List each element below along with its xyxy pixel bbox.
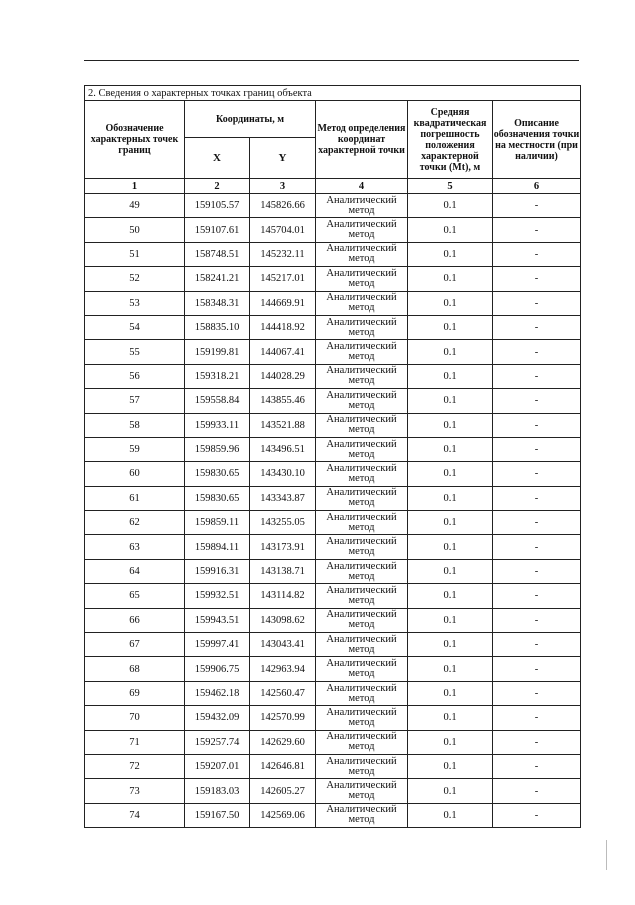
x-coordinate-cell: 159859.96 [185,437,250,461]
description-cell: - [493,242,581,266]
description-cell: - [493,681,581,705]
point-number-cell: 65 [85,584,185,608]
point-number-cell: 63 [85,535,185,559]
method-cell: Аналитический метод [316,706,408,730]
x-coordinate-cell: 159432.09 [185,706,250,730]
description-cell: - [493,730,581,754]
method-cell: Аналитический метод [316,584,408,608]
y-coordinate-cell: 145232.11 [250,242,316,266]
method-cell: Аналитический метод [316,462,408,486]
x-coordinate-cell: 159318.21 [185,364,250,388]
description-cell: - [493,803,581,827]
table-row [85,267,581,291]
description-cell: - [493,754,581,778]
x-coordinate-cell: 158835.10 [185,315,250,339]
method-cell: Аналитический метод [316,730,408,754]
point-number-cell: 64 [85,559,185,583]
method-cell: Аналитический метод [316,437,408,461]
description-cell: - [493,462,581,486]
column-number: 6 [493,179,581,194]
y-coordinate-cell: 144418.92 [250,315,316,339]
description-cell: - [493,486,581,510]
page-top-rule [84,60,579,61]
method-cell: Аналитический метод [316,242,408,266]
x-coordinate-cell: 159830.65 [185,486,250,510]
point-number-cell: 49 [85,194,185,218]
rms-error-cell: 0.1 [408,681,493,705]
section-title: 2. Сведения о характерных точках границ объекта [85,86,581,101]
point-number-cell: 70 [85,706,185,730]
table-row [85,315,581,339]
method-cell: Аналитический метод [316,657,408,681]
y-coordinate-cell: 142605.27 [250,779,316,803]
x-coordinate-cell: 159167.50 [185,803,250,827]
x-coordinate-cell: 159105.57 [185,194,250,218]
header-description: Описание обозначения точки на местности (при наличии) [493,101,581,179]
point-number-cell: 60 [85,462,185,486]
y-coordinate-cell: 143138.71 [250,559,316,583]
method-cell: Аналитический метод [316,218,408,242]
description-cell: - [493,657,581,681]
rms-error-cell: 0.1 [408,194,493,218]
y-coordinate-cell: 143430.10 [250,462,316,486]
x-coordinate-cell: 159916.31 [185,559,250,583]
header-point-designation: Обозначение характерных точек границ [85,101,185,179]
table-row [85,803,581,827]
rms-error-cell: 0.1 [408,559,493,583]
point-number-cell: 59 [85,437,185,461]
point-number-cell: 62 [85,511,185,535]
table-row [85,194,581,218]
point-number-cell: 51 [85,242,185,266]
y-coordinate-cell: 143255.05 [250,511,316,535]
method-cell: Аналитический метод [316,267,408,291]
scan-margin-mark [606,840,607,870]
x-coordinate-cell: 159183.03 [185,779,250,803]
x-coordinate-cell: 159199.81 [185,340,250,364]
description-cell: - [493,779,581,803]
rms-error-cell: 0.1 [408,267,493,291]
rms-error-cell: 0.1 [408,608,493,632]
table-row [85,364,581,388]
description-cell: - [493,608,581,632]
description-cell: - [493,633,581,657]
y-coordinate-cell: 145826.66 [250,194,316,218]
column-number: 5 [408,179,493,194]
method-cell: Аналитический метод [316,315,408,339]
header-y: Y [250,138,316,179]
point-number-cell: 58 [85,413,185,437]
method-cell: Аналитический метод [316,779,408,803]
rms-error-cell: 0.1 [408,413,493,437]
y-coordinate-cell: 142963.94 [250,657,316,681]
table-row [85,779,581,803]
column-number: 4 [316,179,408,194]
y-coordinate-cell: 143043.41 [250,633,316,657]
method-cell: Аналитический метод [316,340,408,364]
boundary-points-sheet [84,85,580,828]
rms-error-cell: 0.1 [408,242,493,266]
rms-error-cell: 0.1 [408,803,493,827]
method-cell: Аналитический метод [316,364,408,388]
column-number: 1 [85,179,185,194]
method-cell: Аналитический метод [316,681,408,705]
point-number-cell: 69 [85,681,185,705]
table-row [85,657,581,681]
point-number-cell: 71 [85,730,185,754]
table-row [85,633,581,657]
rms-error-cell: 0.1 [408,218,493,242]
x-coordinate-cell: 159906.75 [185,657,250,681]
column-number-row [85,179,581,194]
point-number-cell: 57 [85,389,185,413]
rms-error-cell: 0.1 [408,486,493,510]
point-number-cell: 72 [85,754,185,778]
method-cell: Аналитический метод [316,389,408,413]
point-number-cell: 61 [85,486,185,510]
column-number: 2 [185,179,250,194]
table-row [85,242,581,266]
point-number-cell: 53 [85,291,185,315]
y-coordinate-cell: 142560.47 [250,681,316,705]
rms-error-cell: 0.1 [408,657,493,681]
x-coordinate-cell: 158348.31 [185,291,250,315]
point-number-cell: 66 [85,608,185,632]
y-coordinate-cell: 143343.87 [250,486,316,510]
method-cell: Аналитический метод [316,608,408,632]
x-coordinate-cell: 159207.01 [185,754,250,778]
point-number-cell: 68 [85,657,185,681]
description-cell: - [493,340,581,364]
y-coordinate-cell: 143098.62 [250,608,316,632]
y-coordinate-cell: 145704.01 [250,218,316,242]
point-number-cell: 54 [85,315,185,339]
rms-error-cell: 0.1 [408,315,493,339]
y-coordinate-cell: 144067.41 [250,340,316,364]
section-caption-row [85,86,581,101]
description-cell: - [493,267,581,291]
y-coordinate-cell: 142570.99 [250,706,316,730]
description-cell: - [493,706,581,730]
rms-error-cell: 0.1 [408,754,493,778]
rms-error-cell: 0.1 [408,633,493,657]
description-cell: - [493,584,581,608]
table-row [85,608,581,632]
table-row [85,389,581,413]
description-cell: - [493,559,581,583]
description-cell: - [493,194,581,218]
x-coordinate-cell: 159558.84 [185,389,250,413]
header-coordinates: Координаты, м [185,101,316,138]
rms-error-cell: 0.1 [408,584,493,608]
method-cell: Аналитический метод [316,413,408,437]
method-cell: Аналитический метод [316,291,408,315]
table-row [85,706,581,730]
method-cell: Аналитический метод [316,194,408,218]
x-coordinate-cell: 159257.74 [185,730,250,754]
header-rms-error: Средняя квадратическая погрешность положения характерной точки (Мt), м [408,101,493,179]
table-row [85,535,581,559]
rms-error-cell: 0.1 [408,706,493,730]
table-row [85,559,581,583]
point-number-cell: 52 [85,267,185,291]
method-cell: Аналитический метод [316,511,408,535]
rms-error-cell: 0.1 [408,291,493,315]
x-coordinate-cell: 159943.51 [185,608,250,632]
method-cell: Аналитический метод [316,486,408,510]
description-cell: - [493,413,581,437]
y-coordinate-cell: 142646.81 [250,754,316,778]
y-coordinate-cell: 142629.60 [250,730,316,754]
method-cell: Аналитический метод [316,633,408,657]
rms-error-cell: 0.1 [408,462,493,486]
rms-error-cell: 0.1 [408,340,493,364]
rms-error-cell: 0.1 [408,364,493,388]
rms-error-cell: 0.1 [408,779,493,803]
point-number-cell: 56 [85,364,185,388]
y-coordinate-cell: 143855.46 [250,389,316,413]
x-coordinate-cell: 159462.18 [185,681,250,705]
y-coordinate-cell: 143114.82 [250,584,316,608]
y-coordinate-cell: 143173.91 [250,535,316,559]
description-cell: - [493,291,581,315]
table-row [85,413,581,437]
x-coordinate-cell: 159830.65 [185,462,250,486]
description-cell: - [493,535,581,559]
x-coordinate-cell: 158241.21 [185,267,250,291]
table-row [85,486,581,510]
description-cell: - [493,315,581,339]
x-coordinate-cell: 159933.11 [185,413,250,437]
table-row [85,437,581,461]
rms-error-cell: 0.1 [408,730,493,754]
method-cell: Аналитический метод [316,559,408,583]
y-coordinate-cell: 142569.06 [250,803,316,827]
table-row [85,340,581,364]
y-coordinate-cell: 144028.29 [250,364,316,388]
rms-error-cell: 0.1 [408,389,493,413]
header-method: Метод определения координат характерной точки [316,101,408,179]
method-cell: Аналитический метод [316,754,408,778]
header-x: X [185,138,250,179]
table-row [85,681,581,705]
description-cell: - [493,364,581,388]
table-row [85,730,581,754]
rms-error-cell: 0.1 [408,535,493,559]
table-row [85,584,581,608]
y-coordinate-cell: 144669.91 [250,291,316,315]
boundary-points-table [84,85,581,828]
table-row [85,754,581,778]
point-number-cell: 73 [85,779,185,803]
description-cell: - [493,389,581,413]
point-number-cell: 50 [85,218,185,242]
point-number-cell: 67 [85,633,185,657]
table-row [85,218,581,242]
y-coordinate-cell: 145217.01 [250,267,316,291]
description-cell: - [493,437,581,461]
x-coordinate-cell: 159894.11 [185,535,250,559]
x-coordinate-cell: 159859.11 [185,511,250,535]
y-coordinate-cell: 143521.88 [250,413,316,437]
x-coordinate-cell: 159932.51 [185,584,250,608]
method-cell: Аналитический метод [316,803,408,827]
point-number-cell: 74 [85,803,185,827]
header-row-top [85,101,581,138]
description-cell: - [493,511,581,535]
method-cell: Аналитический метод [316,535,408,559]
rms-error-cell: 0.1 [408,511,493,535]
x-coordinate-cell: 159107.61 [185,218,250,242]
x-coordinate-cell: 158748.51 [185,242,250,266]
table-row [85,511,581,535]
y-coordinate-cell: 143496.51 [250,437,316,461]
description-cell: - [493,218,581,242]
table-row [85,291,581,315]
column-number: 3 [250,179,316,194]
rms-error-cell: 0.1 [408,437,493,461]
x-coordinate-cell: 159997.41 [185,633,250,657]
table-row [85,462,581,486]
point-number-cell: 55 [85,340,185,364]
